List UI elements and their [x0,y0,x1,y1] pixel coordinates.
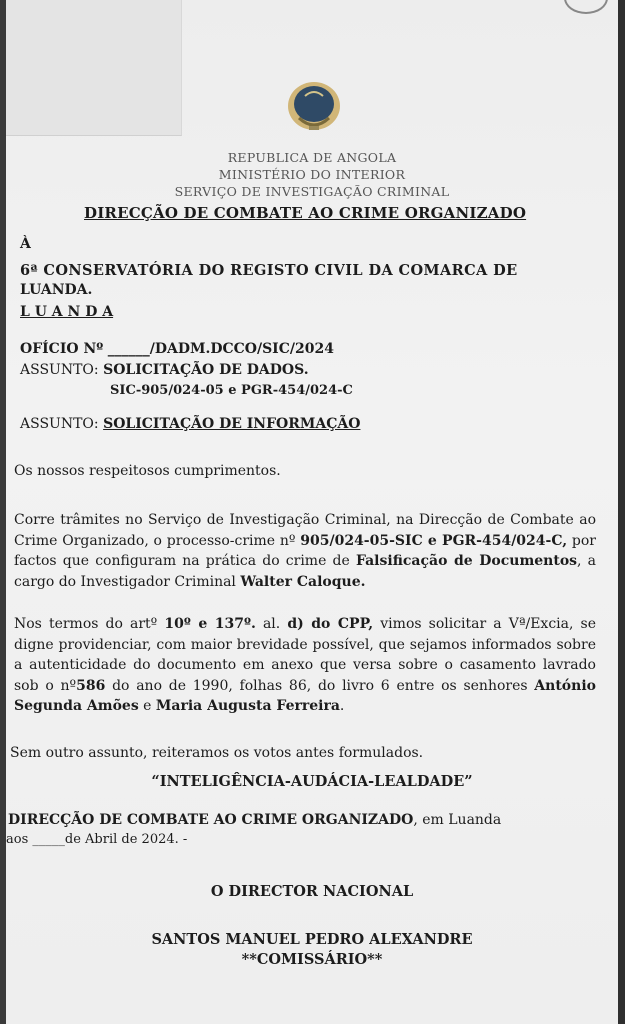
closing-remark: Sem outro assunto, reiteramos os votos antes formulados. [10,745,424,761]
oficio-line [20,341,334,357]
p2-text-c: al. [255,616,288,632]
paragraph-request [14,614,596,717]
p2-articles: 10º e 137º. [164,616,256,632]
p2-record-number: 586 [76,677,106,694]
p2-text-g: do ano de 1990, folhas 86, do livro 6 entre os senhores [105,677,535,694]
recipient-to: À [20,236,31,252]
assunto-label-2: ASSUNTO: [20,416,99,432]
p1-crime: Falsificação de Documentos [355,553,578,569]
letter-date: aos _____de Abril de 2024. - [6,832,188,847]
assunto-label: ASSUNTO: [20,362,99,378]
p1-text-c: por factos que configuram na prática do crime de [14,532,596,569]
oficio-number: ______/DADM.DCCO/SIC/2024 [107,341,334,357]
assunto-info-request: SOLICITAÇÃO DE INFORMAÇÃO [103,416,361,432]
recipient-name-line1: 6ª CONSERVATÓRIA DO REGISTO CIVIL DA COMARCA DE [20,262,518,279]
sign-off-line [8,812,501,828]
recipient-city: L U A N D A [20,304,114,320]
angola-emblem-icon [283,78,345,140]
header-service: SERVIÇO DE INVESTIGAÇÃO CRIMINAL [174,184,450,199]
p1-investigator: Walter Caloque. [240,573,366,590]
p2-text-k: . [339,698,345,714]
signatory-rank: **COMISSÁRIO** [241,951,383,968]
p2-cpp: d) do CPP, [287,616,374,632]
assunto-data-request: SOLICITAÇÃO DE DADOS. [103,362,309,378]
sign-off-directorate: DIRECÇÃO DE COMBATE AO CRIME ORGANIZADO [8,812,414,828]
assunto-line-2 [20,416,360,432]
greeting: Os nossos respeitosos cumprimentos. [14,463,281,479]
process-references: SIC-905/024-05 e PGR-454/024-C [110,383,353,398]
paper-clip [564,0,608,14]
signatory-title: O DIRECTOR NACIONAL [210,883,414,900]
header-ministry: MINISTÉRIO DO INTERIOR [218,167,406,182]
p2-person-1: António Segunda Amões [14,677,596,714]
p2-person-2: Maria Augusta Ferreira [155,698,340,714]
motto: “INTELIGÊNCIA-AUDÁCIA-LEALDADE” [151,773,473,790]
p2-text-e: vimos solicitar a Vª/Excia, se digne providenciar, com maior brevidade possível, que sejamos informados sobre a autenticidade do documento em anexo que versa sobre o casamento lavrado sob o nº [14,616,596,694]
p1-process-number: 905/024-05-SIC e PGR-454/024-C, [300,532,568,549]
p1-text-e: , a cargo do Investigador Criminal [14,553,597,590]
signatory-name: SANTOS MANUEL PEDRO ALEXANDRE [151,931,473,948]
sign-off-location: , em Luanda [413,812,502,828]
header-country: REPUBLICA DE ANGOLA [227,150,397,165]
header-directorate: DIRECÇÃO DE COMBATE AO CRIME ORGANIZADO [84,204,527,222]
image-edge [618,0,625,1024]
recipient-name-line2: LUANDA. [20,282,93,298]
paragraph-process [14,510,596,592]
p1-text-a: Corre trâmites no Serviço de Investigação Criminal, na Direcção de Combate ao Crime Organizado, o processo-crime nº [14,512,596,549]
folded-corner [6,0,182,136]
assunto-line-1 [20,362,309,378]
p2-text-i: e [138,698,156,714]
p2-text-a: Nos termos do artº [14,616,165,632]
oficio-label: OFÍCIO Nº [20,341,104,357]
document-page [6,0,618,1024]
